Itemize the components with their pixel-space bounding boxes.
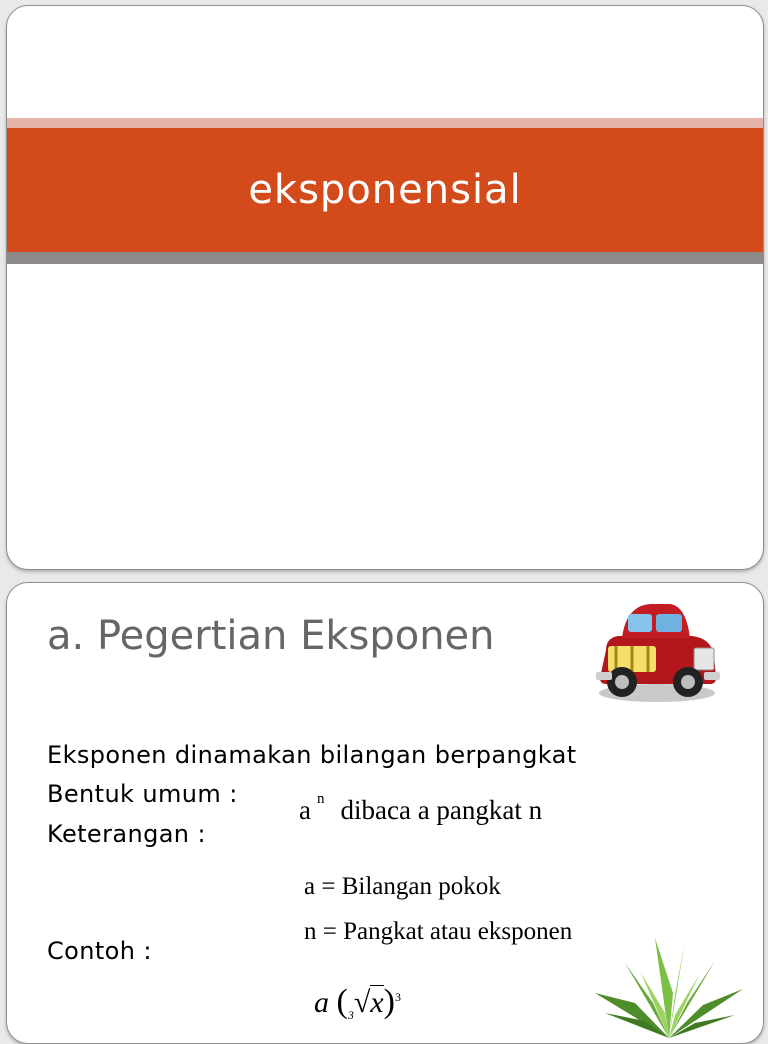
title-band-top-stripe [7, 118, 763, 128]
title-band-bottom-stripe [7, 252, 763, 264]
toy-car-icon [592, 598, 722, 708]
formula-exponent: n [316, 791, 325, 807]
example-root-index: 3 [347, 1008, 354, 1022]
slide-heading: a. Pegertian Eksponen [47, 613, 495, 659]
formula-base: a [299, 795, 311, 825]
deck-title: eksponensial [248, 167, 522, 213]
content-slide [6, 582, 764, 1044]
example-prefix: a [314, 986, 329, 1019]
example-formula: a $(_3√x)^3$ [314, 983, 401, 1022]
succulent-plant-icon [575, 933, 763, 1043]
example-radicand: x [370, 986, 384, 1019]
example-power: 3 [394, 990, 401, 1004]
keterangan-label: Keterangan : [47, 820, 206, 848]
formula-reading: dibaca a pangkat n [340, 795, 543, 825]
definition-exponent: n = Pangkat atau eksponen [304, 918, 573, 945]
contoh-label: Contoh : [47, 937, 152, 965]
title-slide [6, 5, 764, 570]
general-form-formula [299, 791, 543, 826]
definition-base: a = Bilangan pokok [304, 873, 501, 900]
bentuk-umum-label: Bentuk umum : [47, 780, 238, 808]
title-band [7, 128, 763, 252]
definition-line: Eksponen dinamakan bilangan berpangkat [47, 741, 577, 769]
